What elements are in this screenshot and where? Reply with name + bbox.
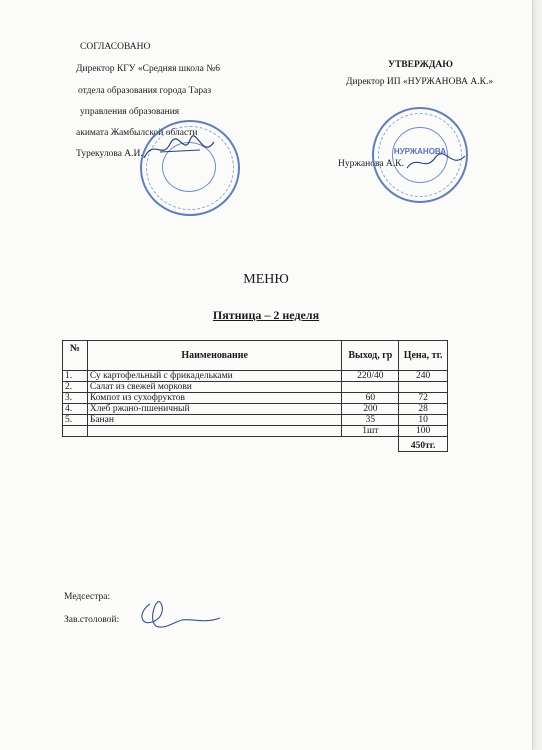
- row-price: 72: [399, 393, 448, 404]
- canteen-signature: [134, 596, 224, 632]
- row-price: 240: [399, 371, 448, 382]
- table-row: [63, 393, 448, 404]
- row-name: Салат из свежей моркови: [87, 382, 342, 393]
- nurse-label: Медсестра:: [64, 592, 111, 602]
- row-number: 1.: [63, 371, 88, 382]
- header-name: Наименование: [87, 341, 342, 371]
- left-block-title: СОГЛАСОВАНО: [80, 42, 151, 52]
- row-output: 35: [342, 415, 399, 426]
- row-output: 60: [342, 393, 399, 404]
- row-output: 1шт: [342, 426, 399, 437]
- right-block-title: УТВЕРЖДАЮ: [388, 60, 453, 70]
- header-price: Цена, тг.: [399, 341, 448, 371]
- row-number: 3.: [63, 393, 88, 404]
- table-row: [63, 426, 448, 437]
- right-stamp-text: НУРЖАНОВА: [393, 147, 447, 156]
- row-number: 5.: [63, 415, 88, 426]
- left-block-line5: Турекулова А.И.: [76, 149, 143, 159]
- table-row: [63, 382, 448, 393]
- row-name: [87, 426, 342, 437]
- right-signature: [405, 150, 475, 176]
- total-price: 450тг.: [399, 437, 448, 452]
- table-header-row: [63, 341, 448, 371]
- row-output: 200: [342, 404, 399, 415]
- left-block-line3: управления образования: [80, 107, 180, 117]
- row-name: Компот из сухофруктов: [87, 393, 342, 404]
- left-block-line4: акимата Жамбылской области: [76, 128, 198, 138]
- row-number: [63, 426, 88, 437]
- menu-title: МЕНЮ: [243, 272, 289, 287]
- row-number: 4.: [63, 404, 88, 415]
- menu-subtitle: Пятница – 2 неделя: [212, 308, 320, 322]
- table-total-row: [63, 437, 448, 452]
- table-row: [63, 415, 448, 426]
- row-price: 10: [399, 415, 448, 426]
- menu-table: [62, 340, 448, 452]
- row-name: Су картофельный с фрикадельками: [87, 371, 342, 382]
- row-price: 28: [399, 404, 448, 415]
- left-block-line1: Директор КГУ «Средняя школа №6: [76, 64, 221, 74]
- row-number: 2.: [63, 382, 88, 393]
- left-signature: [140, 130, 220, 170]
- row-price: [399, 382, 448, 393]
- left-block-line2: отдела образования города Тараз: [78, 86, 212, 96]
- table-row: [63, 371, 448, 382]
- row-output: 220/40: [342, 371, 399, 382]
- row-output: [342, 382, 399, 393]
- right-block-line2: Нуржанова А.К.: [338, 159, 404, 169]
- right-block-line1: Директор ИП «НУРЖАНОВА А.К.»: [346, 77, 494, 87]
- row-price: 100: [399, 426, 448, 437]
- row-name: Банан: [87, 415, 342, 426]
- header-number: №: [63, 341, 88, 371]
- canteen-head-label: Зав.столовой:: [64, 615, 120, 625]
- row-name: Хлеб ржано-пшеничный: [87, 404, 342, 415]
- table-row: [63, 404, 448, 415]
- header-output: Выход, гр: [342, 341, 399, 371]
